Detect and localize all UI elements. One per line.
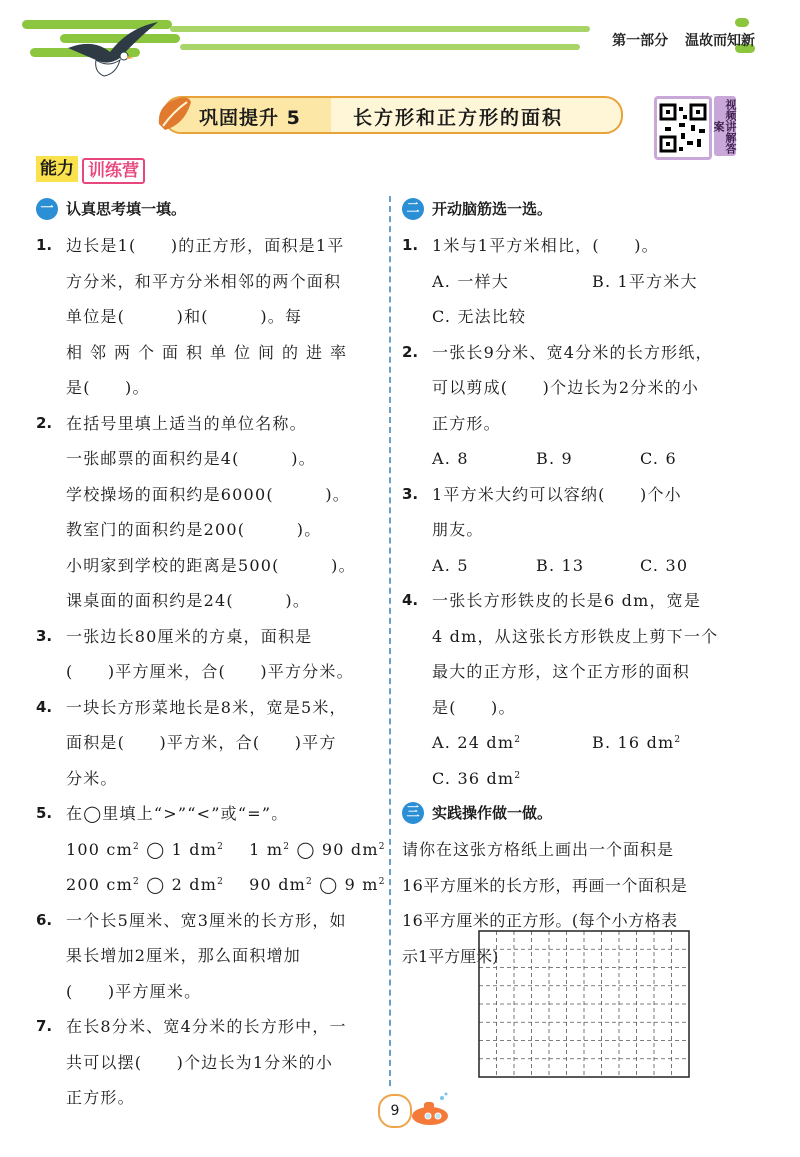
question-number: 4. [402, 591, 419, 609]
option-b: B. 13 [536, 555, 585, 575]
option-b: B. 16 $dm^2$ [592, 733, 682, 752]
options-row [432, 725, 752, 761]
question-line: 相邻两个面积单位间的进率 [66, 342, 355, 362]
question-number: 4. [36, 697, 53, 716]
square-grid-paper[interactable] [478, 930, 690, 1078]
question-choice-4 [402, 583, 752, 796]
question-line: ( )平方厘米。 [66, 981, 202, 1001]
question-line: 学校操场的面积约是6000( )。 [66, 484, 351, 504]
question-line: 小明家到学校的距离是500( )。 [66, 555, 356, 575]
option-a: A. 8 [432, 449, 469, 468]
question-line: ( )平方厘米，合( )平方分米。 [66, 662, 354, 681]
question-fill-7 [36, 1009, 382, 1116]
ability-tag-part1: 能力 [36, 156, 78, 182]
question-fill-1 [36, 228, 382, 406]
lesson-topic: 长方形和正方形的面积 [353, 107, 564, 129]
question-line: 单位是( )和( )。每 [66, 307, 303, 326]
section-3-badge: 三 [402, 802, 424, 824]
question-line: 教室门的面积约是200( )。 [66, 520, 322, 539]
question-line: 一张邮票的面积约是4( )。 [66, 449, 316, 468]
question-number: 1. [402, 236, 419, 254]
section-3-title: 实践操作做一做。 [432, 804, 553, 822]
question-line: 一个长5厘米、宽3厘米的长方形，如 [66, 910, 347, 930]
question-line: 16平方厘米的长方形，再画一个面积是 [402, 875, 688, 895]
question-choice-3 [402, 477, 752, 584]
option-c: C. 无法比较 [432, 307, 527, 326]
lesson-number: 巩固提升 5 [199, 107, 301, 129]
section-2-title: 开动脑筋选一选。 [432, 200, 553, 218]
question-line: 是( )。 [66, 378, 150, 397]
option-c: C. 30 [640, 555, 689, 575]
question-choice-1 [402, 228, 752, 335]
question-line: 共可以摆( )个边长为1分米的小 [66, 1052, 334, 1072]
option-b: B. 9 [536, 449, 573, 468]
left-column [36, 196, 386, 1116]
question-line: 果长增加2厘米，那么面积增加 [66, 946, 301, 965]
option-b: B. 1平方米大 [592, 271, 698, 291]
question-line: 一张长9分米、宽4分米的长方形纸， [432, 342, 713, 362]
question-line: 在长8分米、宽4分米的长方形中，一 [66, 1017, 347, 1036]
question-number: 2. [36, 413, 53, 432]
option-c: C. 36 $dm^2$ [432, 768, 522, 788]
question-line: 朋友。 [432, 520, 484, 539]
question-number: 3. [402, 484, 419, 503]
leaf-icon [155, 94, 193, 134]
question-choice-2 [402, 335, 752, 477]
submarine-icon [408, 1092, 452, 1128]
option-a: A. 24 $dm^2$ [432, 733, 522, 752]
question-line: 在◯里填上“>”“<”或“=”。 [66, 804, 289, 823]
option-c: C. 6 [640, 449, 677, 468]
section-3-header [402, 800, 752, 826]
section-1-badge: 一 [36, 198, 58, 220]
header-section-label [600, 30, 755, 50]
right-column [402, 196, 752, 974]
header-section: 温故而知新 [685, 33, 755, 49]
question-line: 16平方厘米的正方形。(每个小方格表 [402, 911, 678, 930]
qr-code-icon[interactable] [654, 96, 712, 160]
ability-tag-part2: 训练营 [82, 158, 145, 184]
question-fill-4 [36, 690, 382, 797]
section-2-header [402, 196, 752, 222]
question-line: 正方形。 [432, 413, 501, 433]
question-line: 1米与1平方米相比，( )。 [432, 236, 659, 255]
option-a: A. 一样大 [432, 271, 509, 291]
header-part: 第一部分 [612, 33, 669, 49]
option-a: A. 5 [432, 555, 469, 575]
question-fill-3 [36, 619, 382, 690]
question-number: 6. [36, 910, 53, 929]
question-line: 面积是( )平方米，合( )平方 [66, 733, 337, 752]
question-number: 2. [402, 342, 419, 361]
question-line: 一张长方形铁皮的长是6 dm，宽是 [432, 591, 702, 610]
question-line: 分米。 [66, 768, 118, 788]
section-1-title: 认真思考填一填。 [66, 200, 187, 218]
question-line: 边长是1( )的正方形，面积是1平 [66, 236, 345, 255]
lesson-title-bar [163, 96, 623, 134]
question-line: 正方形。 [66, 1088, 135, 1107]
question-line: 示1平方厘米) [402, 946, 499, 966]
question-fill-2 [36, 406, 382, 619]
question-line: 1平方米大约可以容纳( )个小 [432, 484, 682, 504]
question-fill-6 [36, 903, 382, 1010]
question-line: 是( )。 [432, 697, 516, 717]
section-2-badge: 二 [402, 198, 424, 220]
question-line: 在括号里填上适当的单位名称。 [66, 413, 307, 433]
question-number: 3. [36, 626, 53, 645]
page-number: 9 [378, 1094, 412, 1128]
question-number: 7. [36, 1017, 53, 1035]
options-row [432, 441, 752, 477]
compare-row-1: 100 $cm^2$ ◯ 1 $dm^2$ 1 $m^2$ ◯ 90 $dm^2$ [66, 839, 386, 859]
question-line: 最大的正方形，这个正方形的面积 [432, 662, 691, 681]
question-line: 4 dm，从这张长方形铁皮上剪下一个 [432, 626, 719, 646]
seagull-icon [58, 18, 168, 80]
question-line: 可以剪成( )个边长为2分米的小 [432, 378, 700, 397]
question-number: 5. [36, 804, 53, 822]
question-line: 一张边长80厘米的方桌，面积是 [66, 626, 313, 646]
question-line: 方分米，和平方分米相邻的两个面积 [66, 271, 342, 291]
qr-label: 视频讲解答案 [714, 96, 736, 156]
options-row [432, 264, 752, 300]
question-line: 一块长方形菜地长是8米，宽是5米， [66, 697, 347, 717]
question-line: 请你在这张方格纸上画出一个面积是 [402, 840, 675, 859]
section-1-header [36, 196, 382, 222]
question-number: 1. [36, 236, 53, 254]
question-fill-5 [36, 796, 386, 903]
question-line: 课桌面的面积约是24( )。 [66, 591, 311, 610]
ability-training-tag [36, 156, 156, 182]
column-divider [389, 196, 391, 1086]
compare-row-2: 200 $cm^2$ ◯ 2 $dm^2$ 90 $dm^2$ ◯ 9 $m^2$ [66, 875, 386, 894]
options-row [432, 548, 752, 584]
